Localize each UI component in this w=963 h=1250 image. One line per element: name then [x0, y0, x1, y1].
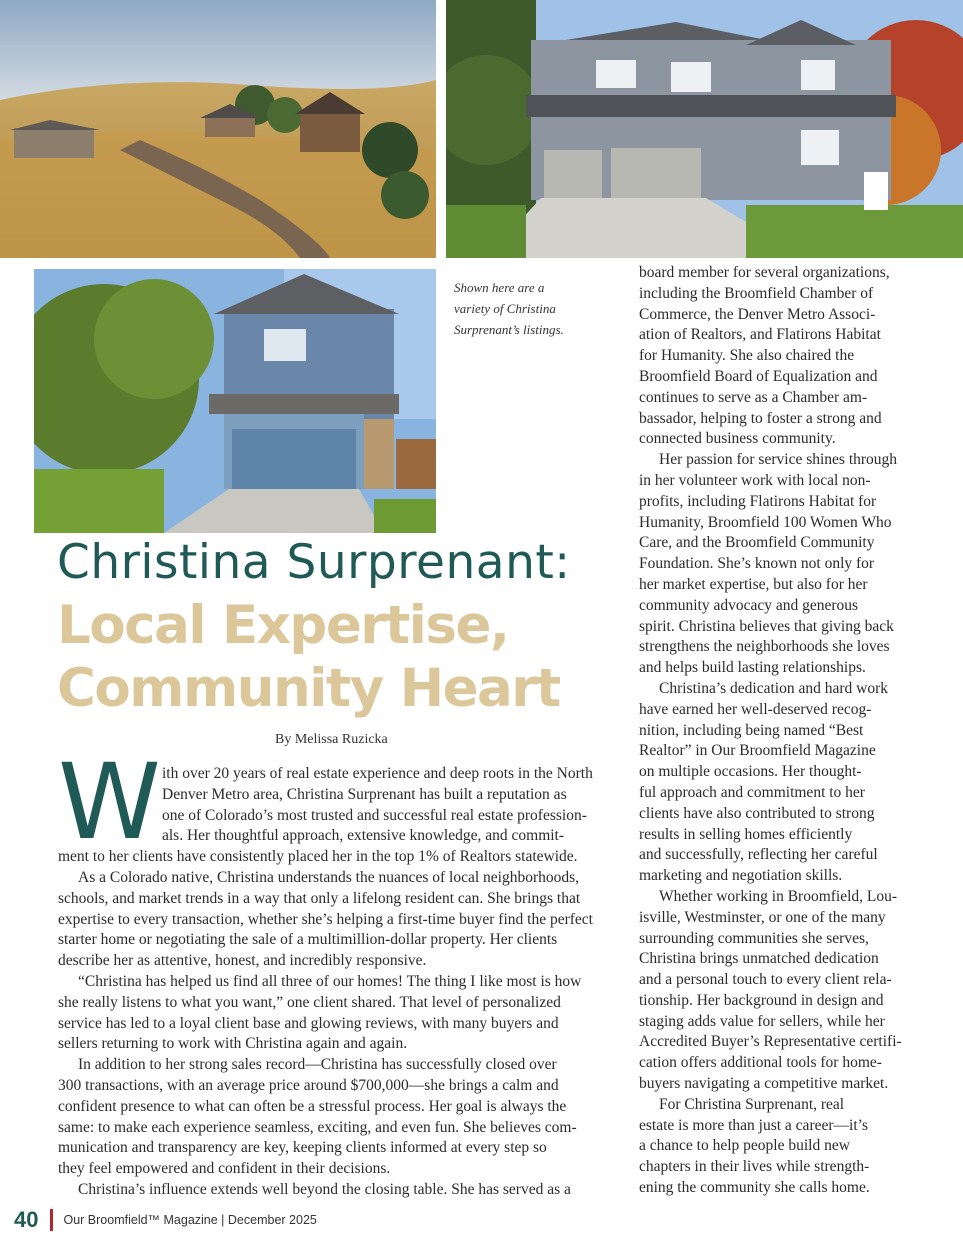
body-line: confident presence to what can often be a stressful process. Her goal is always the	[58, 1097, 567, 1115]
body-line: spirit. Christina believes that giving back	[639, 617, 894, 635]
footer-divider	[50, 1209, 53, 1231]
body-line: surrounding communities she serves,	[639, 929, 869, 947]
body-line: she really listens to what you want,” one client shared. That level of personalized	[58, 993, 561, 1011]
body-line: same: to make each experience seamless, exciting, and even fun. She believes com-	[58, 1118, 577, 1136]
body-line: munication and transparency are key, keeping clients informed at every step so	[58, 1139, 547, 1157]
publication-info: Our Broomfield™ Magazine | December 2025	[63, 1213, 317, 1227]
body-line: ful approach and commitment to her	[639, 783, 865, 801]
body-line: As a Colorado native, Christina understands the nuances of local neighborhoods,	[78, 868, 580, 886]
blue-house-photo	[34, 269, 436, 533]
body-line: Foundation. She’s known not only for	[639, 555, 875, 573]
body-line: for Humanity. She also chaired the	[639, 347, 855, 365]
body-line: continues to serve as a Chamber am-	[639, 388, 868, 406]
body-line: service has led to a loyal client base and glowing reviews, with many buyers and	[58, 1014, 559, 1032]
body-line: Commerce, the Denver Metro Associ-	[639, 305, 876, 323]
byline: By Melissa Ruzicka	[275, 732, 388, 747]
body-line: expertise to every transaction, whether she’s helping a first-time buyer find the perfect	[58, 910, 593, 928]
body-line: Her passion for service shines through	[659, 451, 898, 469]
body-line: In addition to her strong sales record—Christina has successfully closed over	[78, 1056, 557, 1074]
body-line: “Christina has helped us find all three of our homes! The thing I like most is how	[78, 972, 582, 990]
body-line: staging adds value for sellers, while her	[639, 1012, 885, 1030]
body-line: schools, and market trends in a way that only a lifelong resident can. She brings that	[58, 889, 581, 907]
article-title-name: Christina Surprenant:	[57, 535, 571, 590]
body-line: a chance to help people build new	[639, 1137, 850, 1155]
article-body-left-column	[58, 764, 618, 1201]
body-line: estate is more than just a career—it’s	[639, 1116, 868, 1134]
body-line: isville, Westminster, or one of the many	[639, 908, 886, 926]
article-title-line3: Community Heart	[57, 658, 560, 719]
body-line: they feel empowered and confident in their decisions.	[58, 1160, 391, 1178]
body-line: ith over 20 years of real estate experience and deep roots in the North	[162, 765, 593, 782]
body-line: Accredited Buyer’s Representative certifi-	[639, 1033, 902, 1051]
body-line: ment to her clients have consistently placed her in the top 1% of Realtors statewide.	[58, 848, 578, 866]
body-line: have earned her well-deserved recog-	[639, 700, 872, 718]
body-line: ening the community she calls home.	[639, 1179, 870, 1197]
article-body-right-column	[639, 263, 929, 1199]
body-line: Humanity, Broomfield 100 Women Who	[639, 513, 892, 531]
body-line: strengthens the neighborhoods she loves	[639, 638, 890, 656]
body-line: ation of Realtors, and Flatirons Habitat	[639, 326, 881, 344]
body-line: 300 transactions, with an average price around $700,000—she brings a calm and	[58, 1076, 559, 1094]
body-line: and a personal touch to every client rela-	[639, 971, 892, 989]
body-line: tionship. Her background in design and	[639, 991, 884, 1009]
two-story-house-photo	[446, 0, 963, 258]
caption-line: variety of Christina	[454, 301, 556, 316]
body-line: on multiple occasions. Her thought-	[639, 763, 862, 781]
body-line: community advocacy and generous	[639, 596, 859, 614]
body-line: nition, including being named “Best	[639, 721, 864, 739]
body-line: Christina’s dedication and hard work	[659, 679, 889, 697]
body-line: als. Her thoughtful approach, extensive knowledge, and commit-	[162, 827, 565, 845]
body-line: sellers returning to work with Christina again and again.	[58, 1035, 408, 1053]
body-line: buyers navigating a competitive market.	[639, 1075, 889, 1093]
body-line: Denver Metro area, Christina Surprenant has built a reputation as	[162, 785, 567, 803]
body-line: and helps build lasting relationships.	[639, 659, 866, 677]
body-line: bassador, helping to foster a strong and	[639, 409, 882, 427]
body-line: Whether working in Broomfield, Lou-	[659, 887, 898, 905]
body-line: chapters in their lives while strength-	[639, 1158, 870, 1176]
photo-caption	[454, 277, 604, 340]
body-line: describe her as attentive, honest, and incredibly responsive.	[58, 952, 427, 970]
article-title-line2: Local Expertise,	[57, 595, 509, 656]
caption-line: Shown here are a	[454, 280, 545, 295]
body-line: Christina brings unmatched dedication	[639, 950, 879, 968]
body-line: profits, including Flatirons Habitat for	[639, 492, 877, 510]
body-line: Care, and the Broomfield Community	[639, 534, 875, 552]
body-line: and successfully, reflecting her careful	[639, 846, 878, 864]
page-footer	[14, 1207, 317, 1233]
body-line: including the Broomfield Chamber of	[639, 284, 874, 302]
body-line: clients have also contributed to strong	[639, 804, 875, 822]
body-line: her market expertise, but also for her	[639, 575, 868, 593]
body-line: cation offers additional tools for home-	[639, 1054, 882, 1072]
caption-line: Surprenant’s listings.	[454, 322, 564, 337]
body-line: marketing and negotiation skills.	[639, 867, 843, 885]
body-line: board member for several organizations,	[639, 264, 890, 281]
drop-cap: W	[58, 741, 161, 863]
page-number: 40	[14, 1207, 39, 1232]
body-line: Realtor” in Our Broomfield Magazine	[639, 742, 876, 760]
body-line: one of Colorado’s most trusted and successful real estate profession-	[162, 806, 587, 824]
body-line: starter home or negotiating the sale of a multimillion-dollar property. Her clients	[58, 931, 558, 949]
body-line: in her volunteer work with local non-	[639, 471, 871, 489]
ranch-property-photo	[0, 0, 436, 258]
body-line: connected business community.	[639, 430, 836, 448]
body-line: Christina’s influence extends well beyond the closing table. She has served as a	[78, 1180, 571, 1198]
body-line: results in selling homes efficiently	[639, 825, 853, 843]
body-line: Broomfield Board of Equalization and	[639, 367, 878, 385]
body-line: For Christina Surprenant, real	[659, 1095, 845, 1113]
